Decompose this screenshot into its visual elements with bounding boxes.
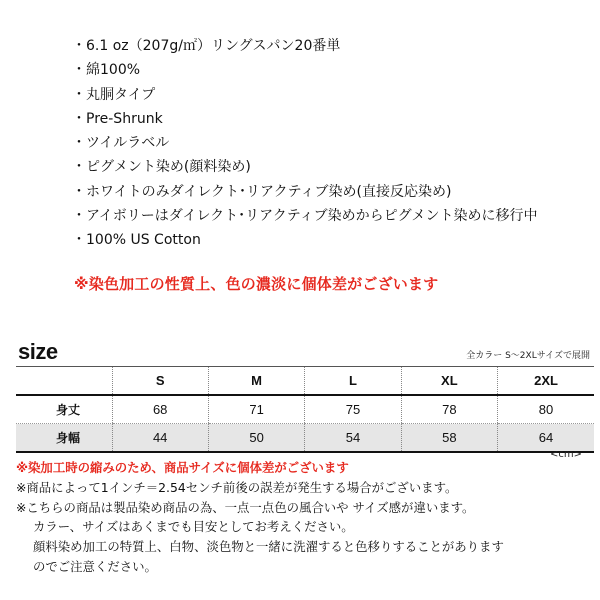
note-color-transfer: 顔料染め加工の特質上、白物、淡色物と一緒に洗濯すると色移りすることがあります bbox=[33, 539, 504, 555]
table-cell: 80 bbox=[498, 395, 594, 424]
shrinkage-warning: ※染加工時の縮みのため、商品サイズに個体差がございます bbox=[16, 460, 349, 475]
size-col-s: S bbox=[112, 367, 208, 396]
table-cell: 64 bbox=[498, 424, 594, 453]
unit-label: <cm> bbox=[550, 449, 582, 460]
size-heading: size bbox=[18, 339, 58, 364]
spec-pigment-dye: ・ピグメント染め(顔料染め) bbox=[72, 159, 251, 176]
note-garment-dyed: ※こちらの商品は製品染め商品の為、一点一点色の風合いや サイズ感が違います。 bbox=[16, 499, 475, 515]
row-label-width: 身幅 bbox=[16, 424, 112, 453]
spec-us-cotton: ・100% US Cotton bbox=[72, 232, 201, 249]
table-cell: 75 bbox=[305, 395, 401, 424]
size-col-2xl: 2XL bbox=[498, 367, 594, 396]
size-header-corner bbox=[16, 367, 112, 396]
note-color-size-guide: カラー、サイズはあくまでも目安としてお考えください。 bbox=[33, 519, 354, 535]
spec-list bbox=[72, 34, 592, 253]
spec-body-type: ・丸胴タイプ bbox=[72, 86, 156, 103]
note-caution: のでご注意ください。 bbox=[33, 558, 157, 574]
table-cell: 71 bbox=[208, 395, 304, 424]
spec-pre-shrunk: ・Pre-Shrunk bbox=[72, 110, 163, 127]
spec-twill-label: ・ツイルラベル bbox=[72, 135, 170, 152]
spec-white-reactive-dye: ・ホワイトのみダイレクト･リアクティブ染め(直接反応染め) bbox=[72, 183, 452, 200]
table-cell: 44 bbox=[112, 424, 208, 453]
spec-fabric-weight: ・6.1 oz（207g/㎡）リングスパン20番単 bbox=[72, 38, 341, 54]
table-row bbox=[16, 395, 594, 424]
size-table bbox=[16, 366, 594, 453]
notes-block bbox=[16, 458, 594, 577]
spec-cotton: ・綿100% bbox=[72, 62, 141, 79]
table-cell: 54 bbox=[305, 424, 401, 453]
table-row bbox=[16, 424, 594, 453]
table-cell: 58 bbox=[401, 424, 497, 453]
size-col-l: L bbox=[305, 367, 401, 396]
size-availability-note: 全カラー S～2XLサイズで展開 bbox=[466, 351, 590, 361]
dye-variation-warning: ※染色加工の性質上、色の濃淡に個体差がございます bbox=[74, 275, 439, 293]
table-cell: 68 bbox=[112, 395, 208, 424]
row-label-length: 身丈 bbox=[16, 395, 112, 424]
size-header-row bbox=[16, 367, 594, 396]
table-cell: 78 bbox=[401, 395, 497, 424]
size-col-xl: XL bbox=[401, 367, 497, 396]
size-col-m: M bbox=[208, 367, 304, 396]
spec-ivory-dye-transition: ・アイボリーはダイレクト･リアクティブ染めからピグメント染めに移行中 bbox=[72, 208, 538, 225]
note-inch-tolerance: ※商品によって1インチ＝2.54センチ前後の誤差が発生する場合がございます。 bbox=[16, 479, 458, 495]
table-cell: 50 bbox=[208, 424, 304, 453]
